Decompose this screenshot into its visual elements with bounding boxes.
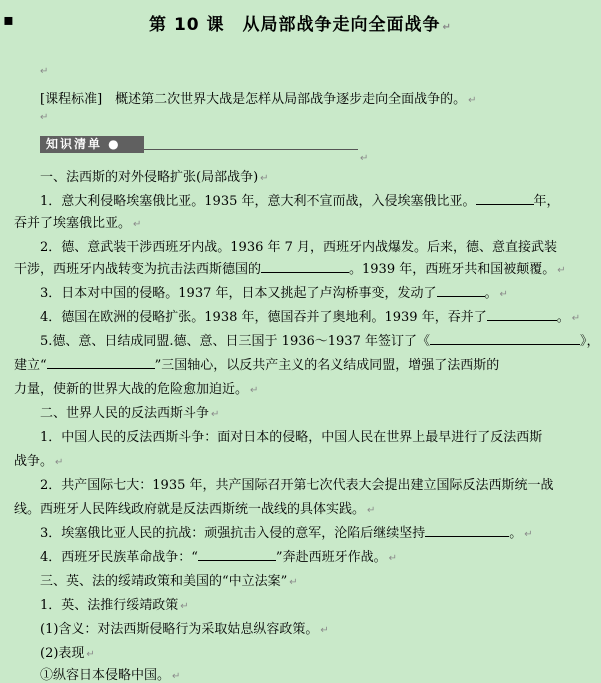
- body-line: 4．西班牙民族革命战争：“ ”奔赴西班牙作战。 ↵: [40, 550, 397, 565]
- body-line: 2．德、意武装干涉西班牙内战。1936 年 7 月，西班牙内战爆发。后来，德、意直接武装: [40, 240, 558, 255]
- body-line: 2．共产国际七大：1935 年，共产国际召开第七次代表大会提出建立国际反法西斯统一战: [40, 478, 554, 493]
- body-line: 1．英、法推行绥靖政策 ↵: [40, 598, 189, 613]
- fill-blank[interactable]: [487, 308, 557, 321]
- body-line: (1)含义：对法西斯侵略行为采取姑息纵容政策。 ↵: [40, 622, 329, 637]
- course-standard: [课程标准] 概述第二次世界大战是怎样从局部战争逐步走向全面战争的。 ↵: [40, 92, 477, 107]
- body-line: 战争。 ↵: [14, 454, 64, 469]
- fill-blank[interactable]: [476, 192, 534, 205]
- lesson-title: 第 10 课 从局部战争走向全面战争 ↵: [149, 15, 452, 35]
- body-line: 建立“ ”三国轴心，以反共产主义的名义结成同盟，增强了法西斯的: [14, 358, 500, 373]
- paragraph-mark: ↵: [360, 153, 369, 164]
- fill-blank[interactable]: [261, 260, 349, 273]
- fill-blank[interactable]: [47, 356, 155, 369]
- body-line: 5.德、意、日结成同盟.德、意、日三国于 1936～1937 年签订了《 》，: [40, 334, 600, 349]
- body-line: 1．意大利侵略埃塞俄比亚。1935 年，意大利不宣而战，入侵埃塞俄比亚。 年，: [40, 194, 560, 209]
- fill-blank[interactable]: [198, 548, 276, 561]
- fill-blank[interactable]: [437, 284, 485, 297]
- section-heading: 二、世界人民的反法西斯斗争 ↵: [40, 406, 220, 421]
- paragraph-mark: ↵: [40, 66, 49, 77]
- body-line: 3．埃塞俄比亚人民的抗战：顽强抗击入侵的意军，沦陷后继续坚持 。 ↵: [40, 526, 533, 541]
- body-line: 吞并了埃塞俄比亚。 ↵: [14, 216, 142, 231]
- fill-blank[interactable]: [425, 524, 509, 537]
- body-line: 线。西班牙人民阵线政府就是反法西斯统一战线的具体实践。 ↵: [14, 502, 376, 517]
- section-heading: 三、英、法的绥靖政策和美国的“中立法案” ↵: [40, 574, 298, 589]
- body-line: 4．德国在欧洲的侵略扩张。1938 年，德国吞并了奥地利。1939 年，吞并了 。 ↵: [40, 310, 581, 325]
- body-line: 3．日本对中国的侵略。1937 年，日本又挑起了卢沟桥事变，发动了 。 ↵: [40, 286, 508, 301]
- body-line: ①纵容日本侵略中国。 ↵: [40, 668, 181, 683]
- paragraph-mark: ↵: [40, 112, 49, 123]
- fill-blank[interactable]: [430, 332, 580, 345]
- banner-rule: [144, 149, 358, 150]
- body-line: 1．中国人民的反法西斯斗争：面对日本的侵略，中国人民在世界上最早进行了反法西斯: [40, 430, 543, 445]
- body-line: 力量，使新的世界大战的危险愈加迫近。 ↵: [14, 382, 259, 397]
- body-line: 干涉，西班牙内战转变为抗击法西斯德国的 。1939 年，西班牙共和国被颠覆。 ↵: [14, 262, 566, 277]
- bullet-mark: ▪: [3, 10, 14, 29]
- knowledge-list-banner: 知识清单 ●: [40, 136, 144, 153]
- body-line: (2)表现 ↵: [40, 646, 95, 661]
- section-heading: 一、法西斯的对外侵略扩张(局部战争) ↵: [40, 170, 269, 185]
